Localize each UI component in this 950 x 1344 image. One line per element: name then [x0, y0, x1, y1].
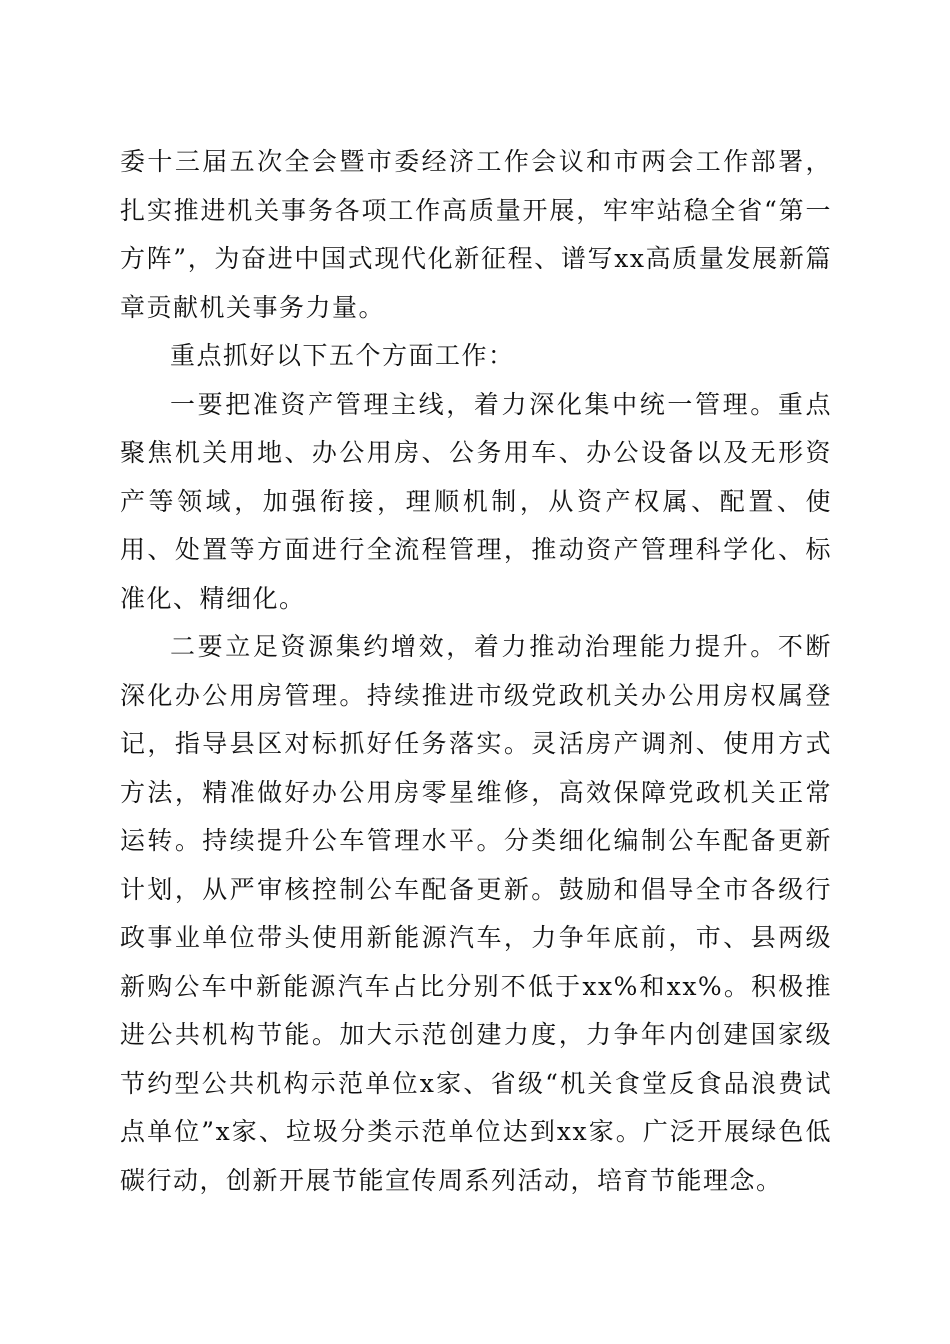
document-body: [120, 138, 832, 1205]
paragraph-continuation: 委十三届五次全会暨市委经济工作会议和市两会工作部署，扎实推进机关事务各项工作高质量开展，牢牢站稳全省“第一方阵”，为奋进中国式现代化新征程、谱写xx高质量发展新篇章贡献机关事务力量。: [120, 147, 832, 322]
paragraph-intro: 重点抓好以下五个方面工作：: [170, 341, 515, 370]
paragraph-point-one: 一要把准资产管理主线，着力深化集中统一管理。重点聚焦机关用地、办公用房、公务用车、办公设备以及无形资产等领域，加强衔接，理顺机制，从资产权属、配置、使用、处置等方面进行全流程管理，推动资产管理科学化、标准化、精细化。: [120, 389, 832, 613]
paragraph-point-two: 二要立足资源集约增效，着力推动治理能力提升。不断深化办公用房管理。持续推进市级党政机关办公用房权属登记，指导县区对标抓好任务落实。灵活房产调剂、使用方式方法，精准做好办公用房零星维修，高效保障党政机关正常运转。持续提升公车管理水平。分类细化编制公车配备更新计划，从严审核控制公车配备更新。鼓励和倡导全市各级行政事业单位带头使用新能源汽车，力争年底前，市、县两级新购公车中新能源汽车占比分别不低于xx%和xx%。积极推进公共机构节能。加大示范创建力度，力争年内创建国家级节约型公共机构示范单位x家、省级“机关食堂反食品浪费试点单位”x家、垃圾分类示范单位达到xx家。广泛开展绿色低碳行动，创新开展节能宣传周系列活动，培育节能理念。: [120, 632, 832, 1195]
